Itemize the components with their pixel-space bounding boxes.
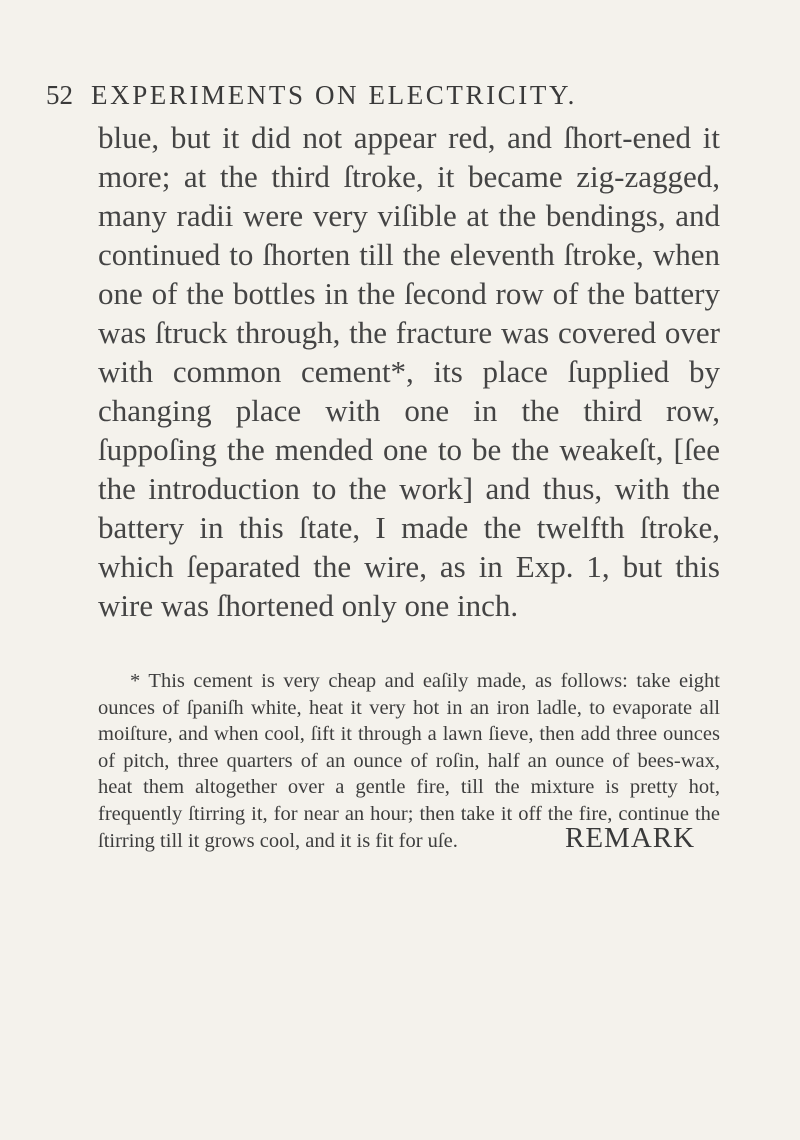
catchword: REMARK xyxy=(565,822,696,854)
page-number: 52 xyxy=(46,80,73,110)
footnote-text: * This cement is very cheap and eaſily made, as follows: take eight ounces of ſpaniſh white, heat it very hot in an iron ladle, to evaporate all moiſture, and when cool, ſift it through a lawn ſieve, then add three ounces of pitch, three quarters of an ounce of roſin, half an ounce of bees-wax, heat them altogether over a gentle fire, till the mixture is pretty hot, frequently ſtirring it, for near an hour; then take it off the fire, continue the ſtirring till it grows cool, and it is fit for uſe. xyxy=(98,670,720,852)
running-header xyxy=(46,80,756,111)
body-paragraph: blue, but it did not appear red, and ſhort-ened it more; at the third ſtroke, it became zig-zagged, many radii were very viſible at the bendings, and continued to ſhorten till the eleventh ſtroke, when one of the bottles in the ſecond row of the battery was ſtruck through, the fracture was covered over with common cement*, its place ſupplied by changing place with one in the third row, ſuppoſing the mended one to be the weakeſt, [ſee the introduction to the work] and thus, with the battery in this ſtate, I made the twelfth ſtroke, which ſeparated the wire, as in Exp. 1, but this wire was ſhortened only one inch. xyxy=(98,120,720,623)
running-title: EXPERIMENTS ON ELECTRICITY. xyxy=(91,80,577,110)
main-text xyxy=(98,118,720,625)
